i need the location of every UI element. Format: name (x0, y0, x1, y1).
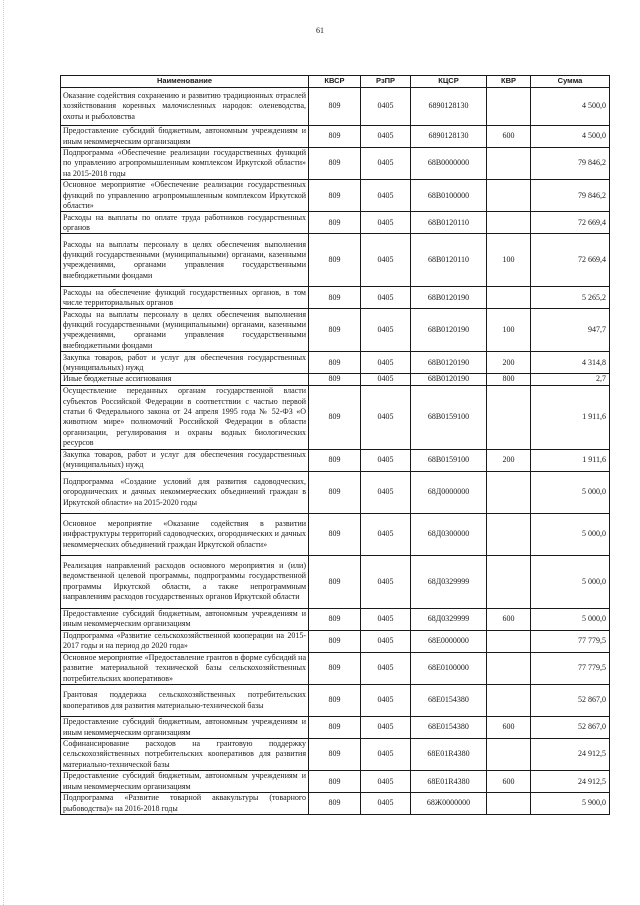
table-row (61, 739, 610, 771)
row-kcsr-cell: 68Д0329999 (411, 608, 487, 630)
table-row (61, 608, 610, 630)
row-sum-cell: 1 911,6 (531, 449, 610, 471)
row-sum-cell: 5 000,0 (531, 471, 610, 513)
row-kvsr-cell: 809 (309, 374, 361, 385)
row-rzpr-cell: 0405 (361, 374, 411, 385)
row-sum-cell: 5 000,0 (531, 555, 610, 608)
table-row (61, 717, 610, 739)
row-rzpr-cell: 0405 (361, 652, 411, 684)
row-kvr-cell: 600 (487, 126, 531, 148)
row-kcsr-cell: 68Е0154380 (411, 717, 487, 739)
row-rzpr-cell: 0405 (361, 513, 411, 555)
row-kcsr-cell: 68Е0100000 (411, 652, 487, 684)
row-rzpr-cell: 0405 (361, 385, 411, 449)
row-sum-cell: 4 314,8 (531, 352, 610, 374)
row-name-cell: Расходы на выплаты персоналу в целях обеспечения выполнения функций государственными (муниципальными) органами, казенными учреждениями, органами управления государственными внебюджетными фондами (61, 309, 309, 352)
table-row (61, 385, 610, 449)
row-name-cell: Подпрограмма «Развитие сельскохозяйственной кооперации на 2015-2017 годы и на период до 2020 года» (61, 630, 309, 652)
row-kvsr-cell: 809 (309, 555, 361, 608)
row-name-cell: Расходы на выплаты персоналу в целях обеспечения выполнения функций государственными (муниципальными) органами, казенными учреждениями, органами управления государственными внебюджетными фондами (61, 234, 309, 287)
row-sum-cell: 52 867,0 (531, 717, 610, 739)
row-kvr-cell (487, 555, 531, 608)
row-kvsr-cell: 809 (309, 449, 361, 471)
row-rzpr-cell: 0405 (361, 471, 411, 513)
row-rzpr-cell: 0405 (361, 180, 411, 212)
row-name-cell: Осуществление переданных органам государственной власти субъектов Российской Федерации в соответствии с частью первой статьи 6 Федерального закона от 24 апреля 1995 года № 52-ФЗ «О животном мире» полномочий Российской Федерации в области организации, регулирования и охраны водных биологических ресурсов (61, 385, 309, 449)
row-sum-cell: 5 900,0 (531, 793, 610, 815)
row-kvr-cell: 600 (487, 717, 531, 739)
row-name-cell: Закупка товаров, работ и услуг для обеспечения государственных (муниципальных) нужд (61, 352, 309, 374)
row-sum-cell: 24 912,5 (531, 739, 610, 771)
row-rzpr-cell: 0405 (361, 717, 411, 739)
row-name-cell: Предоставление субсидий бюджетным, автономным учреждениям и иным некоммерческим организациям (61, 717, 309, 739)
row-kcsr-cell: 68Ж0000000 (411, 793, 487, 815)
row-sum-cell: 4 500,0 (531, 126, 610, 148)
row-kvsr-cell: 809 (309, 513, 361, 555)
row-rzpr-cell: 0405 (361, 739, 411, 771)
row-name-cell: Предоставление субсидий бюджетным, автономным учреждениям и иным некоммерческим организациям (61, 608, 309, 630)
row-kcsr-cell: 68В0120110 (411, 234, 487, 287)
row-kcsr-cell: 68В0120190 (411, 309, 487, 352)
row-rzpr-cell: 0405 (361, 234, 411, 287)
header-rzpr: РзПР (361, 76, 411, 88)
row-rzpr-cell: 0405 (361, 148, 411, 180)
header-kcsr: КЦСР (411, 76, 487, 88)
header-name: Наименование (61, 76, 309, 88)
row-kvr-cell (487, 471, 531, 513)
row-kvsr-cell: 809 (309, 287, 361, 309)
row-name-cell: Основное мероприятие «Предоставление грантов в форме субсидий на развитие материальной технической базы сельскохозяйственных потребительских кооперативов» (61, 652, 309, 684)
row-kvr-cell (487, 513, 531, 555)
row-kvsr-cell: 809 (309, 630, 361, 652)
row-kvr-cell (487, 385, 531, 449)
row-kvr-cell (487, 739, 531, 771)
row-rzpr-cell: 0405 (361, 793, 411, 815)
page-number: 61 (316, 26, 324, 35)
row-name-cell: Закупка товаров, работ и услуг для обеспечения государственных (муниципальных) нужд (61, 449, 309, 471)
row-sum-cell: 24 912,5 (531, 771, 610, 793)
row-kvr-cell: 200 (487, 352, 531, 374)
row-kvsr-cell: 809 (309, 771, 361, 793)
row-sum-cell: 947,7 (531, 309, 610, 352)
row-kvr-cell (487, 652, 531, 684)
row-kvsr-cell: 809 (309, 471, 361, 513)
table-row (61, 555, 610, 608)
row-kcsr-cell: 68В0000000 (411, 148, 487, 180)
row-kvsr-cell: 809 (309, 148, 361, 180)
row-rzpr-cell: 0405 (361, 608, 411, 630)
table-row (61, 652, 610, 684)
table-row (61, 126, 610, 148)
row-kvr-cell: 100 (487, 234, 531, 287)
row-kvsr-cell: 809 (309, 739, 361, 771)
row-kvsr-cell: 809 (309, 717, 361, 739)
row-rzpr-cell: 0405 (361, 88, 411, 126)
row-kvr-cell (487, 148, 531, 180)
row-kvr-cell (487, 630, 531, 652)
row-name-cell: Подпрограмма «Развитие товарной аквакультуры (товарного рыбоводства)» на 2016-2018 годы (61, 793, 309, 815)
row-kvr-cell (487, 287, 531, 309)
row-kvr-cell: 600 (487, 771, 531, 793)
row-sum-cell: 72 669,4 (531, 212, 610, 234)
row-rzpr-cell: 0405 (361, 287, 411, 309)
row-rzpr-cell: 0405 (361, 352, 411, 374)
row-name-cell: Иные бюджетные ассигнования (61, 374, 309, 385)
row-kcsr-cell: 68Д0300000 (411, 513, 487, 555)
row-sum-cell: 1 911,6 (531, 385, 610, 449)
row-kcsr-cell: 6890128130 (411, 88, 487, 126)
row-kcsr-cell: 68Е01R4380 (411, 771, 487, 793)
row-kvsr-cell: 809 (309, 385, 361, 449)
row-kcsr-cell: 68Е0154380 (411, 685, 487, 717)
row-sum-cell: 2,7 (531, 374, 610, 385)
header-kvr: КВР (487, 76, 531, 88)
table-row (61, 630, 610, 652)
table-header-row (61, 76, 610, 88)
row-kcsr-cell: 68В0100000 (411, 180, 487, 212)
table-row (61, 513, 610, 555)
row-kcsr-cell: 68Е01R4380 (411, 739, 487, 771)
row-kvr-cell: 200 (487, 449, 531, 471)
row-name-cell: Основное мероприятие «Обеспечение реализации государственных функций по управлению агропромышленным комплексом Иркутской области» (61, 180, 309, 212)
row-kvsr-cell: 809 (309, 126, 361, 148)
table-row (61, 449, 610, 471)
row-sum-cell: 77 779,5 (531, 652, 610, 684)
row-kcsr-cell: 68В0120110 (411, 212, 487, 234)
row-kcsr-cell: 68В0159100 (411, 385, 487, 449)
table-row (61, 234, 610, 287)
row-kvsr-cell: 809 (309, 608, 361, 630)
row-name-cell: Расходы на обеспечение функций государственных органов, в том числе территориальных органов (61, 287, 309, 309)
row-rzpr-cell: 0405 (361, 449, 411, 471)
row-kcsr-cell: 68Е0000000 (411, 630, 487, 652)
row-kcsr-cell: 68Д0329999 (411, 555, 487, 608)
table-row (61, 88, 610, 126)
row-rzpr-cell: 0405 (361, 685, 411, 717)
row-name-cell: Подпрограмма «Создание условий для развития садоводческих, огороднических и дачных некоммерческих объединений граждан в Иркутской области» на 2015-2020 годы (61, 471, 309, 513)
table-row (61, 352, 610, 374)
budget-table (60, 75, 610, 815)
row-sum-cell: 4 500,0 (531, 88, 610, 126)
row-name-cell: Предоставление субсидий бюджетным, автономным учреждениям и иным некоммерческим организациям (61, 126, 309, 148)
row-name-cell: Подпрограмма «Обеспечение реализации государственных функций по управлению агропромышленным комплексом Иркутской области» на 2015-2018 годы (61, 148, 309, 180)
row-kvsr-cell: 809 (309, 180, 361, 212)
row-rzpr-cell: 0405 (361, 555, 411, 608)
table-row (61, 793, 610, 815)
row-name-cell: Софинансирование расходов на грантовую поддержку сельскохозяйственных потребительских кооперативов для развития материально-технической базы (61, 739, 309, 771)
row-kvr-cell (487, 793, 531, 815)
row-kcsr-cell: 68В0159100 (411, 449, 487, 471)
row-sum-cell: 79 846,2 (531, 180, 610, 212)
row-kvsr-cell: 809 (309, 88, 361, 126)
table-row (61, 212, 610, 234)
row-kvsr-cell: 809 (309, 234, 361, 287)
row-sum-cell: 77 779,5 (531, 630, 610, 652)
row-rzpr-cell: 0405 (361, 630, 411, 652)
header-kvsr: КВСР (309, 76, 361, 88)
row-kcsr-cell: 68В0120190 (411, 374, 487, 385)
row-kcsr-cell: 68В0120190 (411, 352, 487, 374)
row-rzpr-cell: 0405 (361, 126, 411, 148)
row-name-cell: Оказание содействия сохранению и развитию традиционных отраслей хозяйствования коренных малочисленных народов: оленеводства, охоты и рыболовства (61, 88, 309, 126)
row-kcsr-cell: 68В0120190 (411, 287, 487, 309)
row-kvsr-cell: 809 (309, 352, 361, 374)
row-kvr-cell: 100 (487, 309, 531, 352)
row-kvr-cell (487, 212, 531, 234)
row-sum-cell: 79 846,2 (531, 148, 610, 180)
row-name-cell: Предоставление субсидий бюджетным, автономным учреждениям и иным некоммерческим организациям (61, 771, 309, 793)
row-kvr-cell: 800 (487, 374, 531, 385)
table-row (61, 771, 610, 793)
row-rzpr-cell: 0405 (361, 309, 411, 352)
row-kvr-cell (487, 180, 531, 212)
row-kvsr-cell: 809 (309, 212, 361, 234)
row-name-cell: Реализация направлений расходов основного мероприятия и (или) ведомственной целевой программы, подпрограммы государственной программы Иркутской области, а также непрограммным направлениям расходов государственных органов Иркутской области (61, 555, 309, 608)
row-kvsr-cell: 809 (309, 685, 361, 717)
row-name-cell: Грантовая поддержка сельскохозяйственных потребительских кооперативов для развития материально-технической базы (61, 685, 309, 717)
row-kvsr-cell: 809 (309, 793, 361, 815)
table-row (61, 309, 610, 352)
table-row (61, 180, 610, 212)
table-row (61, 148, 610, 180)
row-rzpr-cell: 0405 (361, 771, 411, 793)
row-kvsr-cell: 809 (309, 309, 361, 352)
row-sum-cell: 72 669,4 (531, 234, 610, 287)
row-name-cell: Основное мероприятие «Оказание содействия в развитии инфраструктуры территорий садоводческих, огороднических и дачных некоммерческих объединений граждан Иркутской области» (61, 513, 309, 555)
row-kcsr-cell: 68Д0000000 (411, 471, 487, 513)
row-sum-cell: 5 265,2 (531, 287, 610, 309)
row-kcsr-cell: 6890128130 (411, 126, 487, 148)
row-rzpr-cell: 0405 (361, 212, 411, 234)
scan-edge (3, 0, 5, 905)
row-sum-cell: 5 000,0 (531, 608, 610, 630)
table-row (61, 287, 610, 309)
row-kvr-cell: 600 (487, 608, 531, 630)
row-sum-cell: 5 000,0 (531, 513, 610, 555)
table-body (61, 88, 610, 815)
row-sum-cell: 52 867,0 (531, 685, 610, 717)
row-kvr-cell (487, 685, 531, 717)
table-row (61, 471, 610, 513)
header-sum: Сумма (531, 76, 610, 88)
row-kvsr-cell: 809 (309, 652, 361, 684)
row-kvr-cell (487, 88, 531, 126)
table-row (61, 374, 610, 385)
table-row (61, 685, 610, 717)
row-name-cell: Расходы на выплаты по оплате труда работников государственных органов (61, 212, 309, 234)
